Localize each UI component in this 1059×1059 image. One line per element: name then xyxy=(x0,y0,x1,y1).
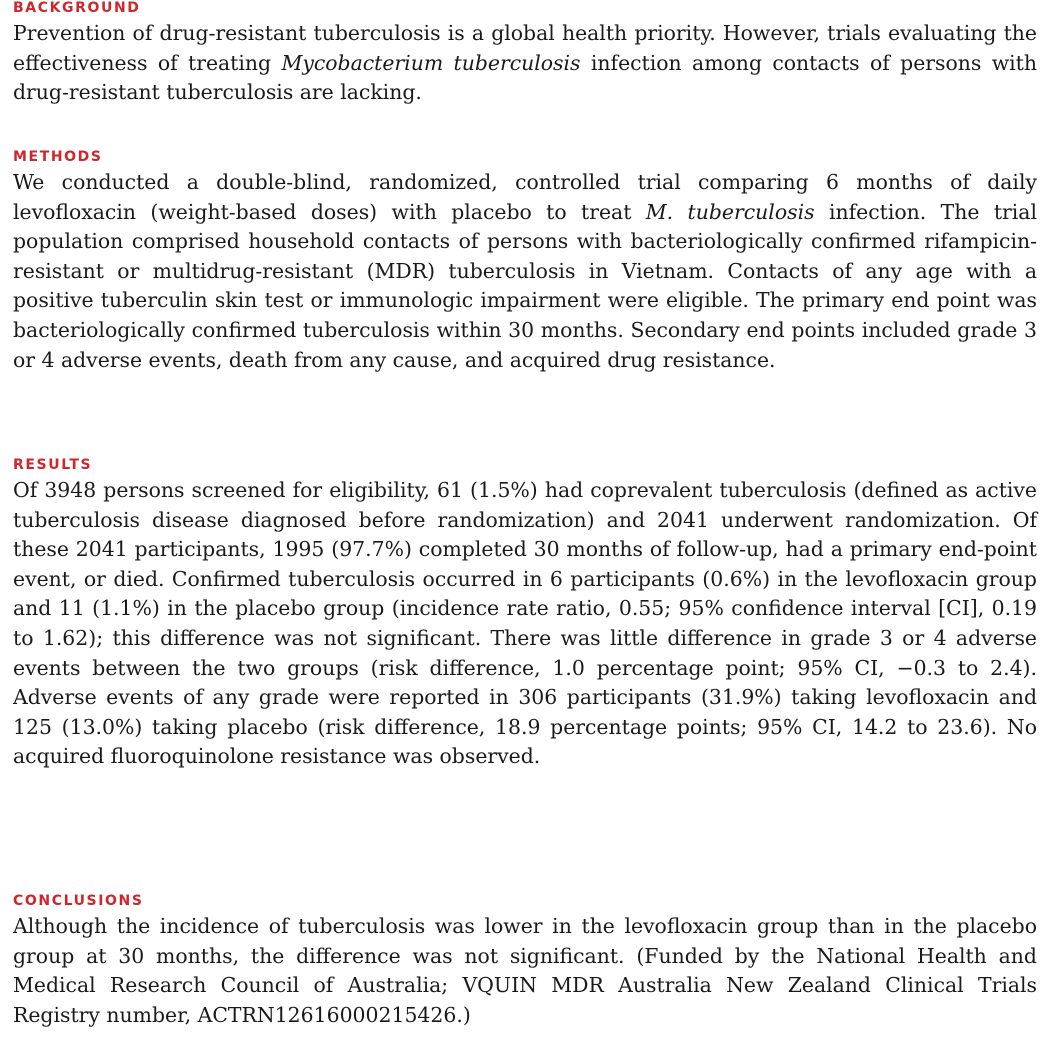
results-section xyxy=(13,456,1037,772)
background-section xyxy=(13,0,1037,108)
conclusions-section xyxy=(13,892,1037,1030)
background-text-after: infection among contacts of persons with drug-resistant tuberculosis are lacking. xyxy=(13,50,1037,105)
background-paragraph xyxy=(13,19,1037,108)
background-text-before: Prevention of drug-resistant tuberculosis is a global health priority. However, trials evaluating the effectiveness of treating xyxy=(13,21,1037,75)
results-paragraph: Of 3948 persons screened for eligibility, 61 (1.5%) had coprevalent tuberculosis (defined as active tuberculosis disease diagnosed before randomization) and 2041 underwent randomization. Of these 2041 participants, 1995 (97.7%) completed 30 months of follow-up, had a primary end-point event, or died. Confirmed tuberculosis occurred in 6 participants (0.6%) in the levofloxacin group and 11 (1.1%) in the placebo group (incidence rate ratio, 0.55; 95% confidence interval [CI], 0.19 to 1.62); this difference was not significant. There was little difference in grade 3 or 4 adverse events between the two groups (risk difference, 1.0 percentage point; 95% CI, −0.3 to 2.4). Adverse events of any grade were reported in 306 participants (31.9%) taking levofloxacin and 125 (13.0%) taking placebo (risk difference, 18.9 percentage points; 95% CI, 14.2 to 23.6). No acquired fluoroquinolone resistance was observed. xyxy=(13,478,1037,769)
methods-paragraph xyxy=(13,168,1037,375)
results-heading: RESULTS xyxy=(13,457,93,473)
background-heading: BACKGROUND xyxy=(13,0,141,16)
methods-italic-term: M. tuberculosis xyxy=(645,199,815,224)
conclusions-paragraph: Although the incidence of tuberculosis was lower in the levofloxacin group than in the placebo group at 30 months, the difference was not significant. (Funded by the National Health and Medical Research Council of Australia; VQUIN MDR Australia New Zealand Clinical Trials Registry number, ACTRN12616000215426.) xyxy=(13,914,1037,1027)
methods-section xyxy=(13,148,1037,375)
methods-heading: METHODS xyxy=(13,149,103,165)
background-italic-term: Mycobacterium tuberculosis xyxy=(281,50,581,75)
methods-text-before: We conducted a double-blind, randomized, controlled trial comparing 6 months of daily levofloxacin (weight-based doses) with placebo to treat xyxy=(13,170,1037,224)
conclusions-heading: CONCLUSIONS xyxy=(13,893,144,909)
methods-text-after: infection. The trial population comprised household contacts of persons with bacteriologically confirmed rifampicin-resistant or multidrug-resistant (MDR) tuberculosis in Vietnam. Contacts of any age with a positive tuberculin skin test or immunologic impairment were eligible. The primary end point was bacteriologically confirmed tuberculosis within 30 months. Secondary end points included grade 3 or 4 adverse events, death from any cause, and acquired drug resistance. xyxy=(13,199,1037,372)
